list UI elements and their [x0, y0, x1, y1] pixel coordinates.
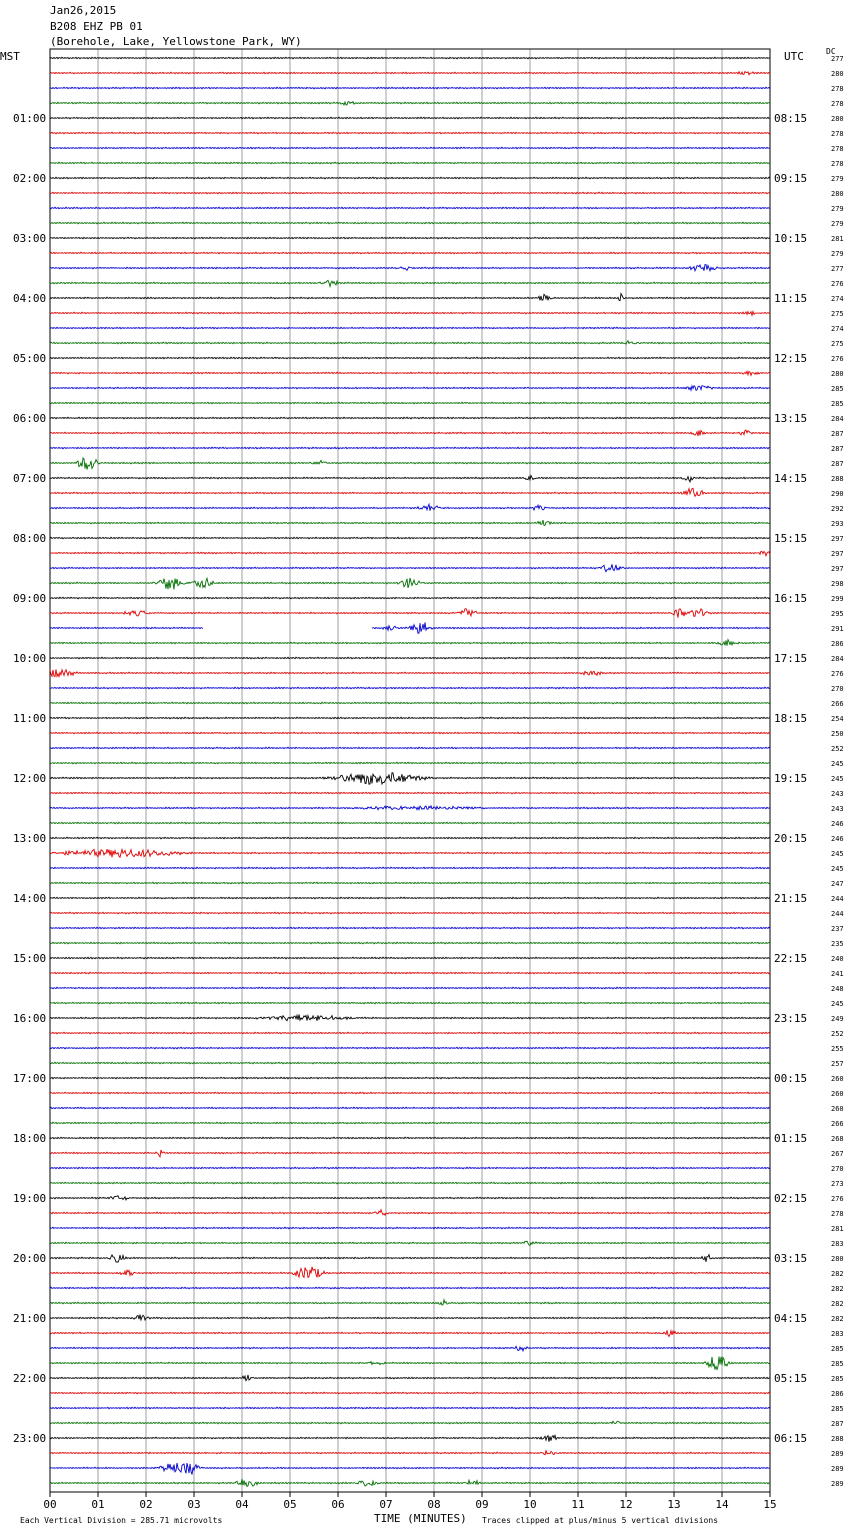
- mst-hour-label: 06:00: [13, 412, 47, 425]
- x-tick-label: 09: [475, 1498, 489, 1511]
- trace-row-48: [50, 773, 770, 784]
- trace-row-14: [50, 265, 770, 271]
- dc-offset-value: 243: [831, 805, 844, 813]
- mst-hour-label: 15:00: [13, 952, 47, 965]
- dc-offset-value: 287: [831, 1420, 844, 1428]
- utc-hour-label: 20:15: [774, 832, 808, 845]
- trace-row-78: [50, 1227, 770, 1229]
- dc-offset-value: 246: [831, 820, 844, 828]
- dc-offset-value: 245: [831, 775, 844, 783]
- utc-hour-label: 00:15: [774, 1072, 808, 1085]
- dc-offset-value: 245: [831, 865, 844, 873]
- x-tick-label: 12: [619, 1498, 633, 1511]
- x-tick-label: 14: [715, 1498, 729, 1511]
- dc-offset-value: 285: [831, 1360, 844, 1368]
- trace-row-3: [50, 102, 770, 105]
- dc-offset-value: 257: [831, 1060, 844, 1068]
- trace-row-82: [50, 1287, 770, 1289]
- trace-row-22: [50, 386, 770, 391]
- trace-row-63: [50, 1002, 770, 1004]
- dc-offset-value: 278: [831, 145, 844, 153]
- mst-hour-label: 19:00: [13, 1192, 47, 1205]
- trace-row-53: [50, 849, 770, 857]
- dc-offset-value: 279: [831, 220, 844, 228]
- trace-row-73: [50, 1150, 770, 1157]
- mst-hour-label: 22:00: [13, 1372, 47, 1385]
- plot-date: Jan26,2015: [50, 4, 117, 17]
- trace-row-19: [50, 341, 770, 344]
- dc-offset-labels: [831, 55, 844, 1488]
- dc-offset-value: 299: [831, 595, 844, 603]
- trace-row-87: [50, 1357, 770, 1370]
- station-id: B208 EHZ PB 01: [50, 20, 143, 33]
- mst-hour-label: 05:00: [13, 352, 47, 365]
- dc-offset-value: 276: [831, 1195, 844, 1203]
- dc-offset-value: 248: [831, 985, 844, 993]
- dc-offset-value: 283: [831, 1330, 844, 1338]
- trace-row-76: [50, 1196, 770, 1200]
- dc-offset-value: 280: [831, 370, 844, 378]
- dc-offset-value: 277: [831, 265, 844, 273]
- trace-row-23: [50, 402, 770, 404]
- dc-offset-value: 275: [831, 340, 844, 348]
- dc-offset-value: 298: [831, 580, 844, 588]
- trace-row-21: [50, 371, 770, 375]
- dc-offset-value: 278: [831, 130, 844, 138]
- dc-offset-value: 293: [831, 520, 844, 528]
- trace-row-88: [50, 1375, 770, 1381]
- mst-hour-label: 08:00: [13, 532, 47, 545]
- trace-row-84: [50, 1315, 770, 1320]
- dc-offset-value: 285: [831, 1405, 844, 1413]
- dc-offset-value: 237: [831, 925, 844, 933]
- dc-offset-value: 276: [831, 355, 844, 363]
- trace-row-8: [50, 177, 770, 179]
- dc-offset-value: 274: [831, 325, 844, 333]
- trace-row-37: [50, 609, 770, 618]
- mst-hour-label: 20:00: [13, 1252, 47, 1265]
- dc-offset-value: 284: [831, 415, 844, 423]
- trace-row-2: [50, 87, 770, 89]
- trace-row-13: [50, 252, 770, 254]
- dc-offset-value: 297: [831, 565, 844, 573]
- dc-offset-value: 260: [831, 1105, 844, 1113]
- trace-row-11: [50, 222, 770, 224]
- trace-row-62: [50, 987, 770, 989]
- utc-hour-label: 04:15: [774, 1312, 808, 1325]
- right-timezone-label: UTC: [784, 50, 804, 63]
- dc-offset-value: 279: [831, 205, 844, 213]
- trace-row-36: [50, 597, 770, 599]
- trace-row-79: [50, 1241, 770, 1245]
- mst-hour-label: 09:00: [13, 592, 47, 605]
- x-tick-label: 15: [763, 1498, 777, 1511]
- dc-offset-value: 280: [831, 115, 844, 123]
- trace-row-80: [50, 1255, 770, 1262]
- dc-offset-value: 260: [831, 1075, 844, 1083]
- trace-row-57: [50, 912, 770, 914]
- trace-row-95: [50, 1479, 770, 1487]
- dc-offset-value: 244: [831, 910, 844, 918]
- trace-row-54: [50, 867, 770, 869]
- utc-hour-label: 02:15: [774, 1192, 808, 1205]
- dc-offset-value: 266: [831, 700, 844, 708]
- utc-hour-label: 11:15: [774, 292, 808, 305]
- trace-row-69: [50, 1092, 770, 1094]
- trace-row-47: [50, 762, 770, 764]
- trace-row-32: [50, 537, 770, 539]
- trace-row-29: [50, 488, 770, 496]
- dc-offset-value: 244: [831, 895, 844, 903]
- trace-row-9: [50, 192, 770, 194]
- dc-offset-value: 240: [831, 955, 844, 963]
- dc-offset-value: 249: [831, 1015, 844, 1023]
- trace-row-71: [50, 1122, 770, 1124]
- utc-hour-label: 03:15: [774, 1252, 808, 1265]
- trace-row-44: [50, 717, 770, 719]
- trace-row-17: [50, 311, 770, 315]
- dc-offset-value: 277: [831, 55, 844, 63]
- dc-offset-value: 267: [831, 1150, 844, 1158]
- trace-row-25: [50, 430, 770, 436]
- dc-offset-value: 278: [831, 100, 844, 108]
- dc-offset-value: 286: [831, 640, 844, 648]
- trace-row-15: [50, 280, 770, 286]
- dc-offset-value: 243: [831, 790, 844, 798]
- plot-frame: [50, 49, 770, 1492]
- dc-offset-value: 281: [831, 1225, 844, 1233]
- dc-offset-value: 291: [831, 625, 844, 633]
- trace-row-10: [50, 207, 770, 209]
- trace-row-39: [50, 640, 770, 646]
- mst-hour-label: 13:00: [13, 832, 47, 845]
- trace-row-20: [50, 357, 770, 359]
- trace-row-34: [50, 564, 770, 571]
- trace-row-38: [50, 622, 770, 633]
- trace-row-70: [50, 1107, 770, 1109]
- x-tick-label: 13: [667, 1498, 681, 1511]
- trace-row-33: [50, 551, 770, 555]
- dc-offset-value: 250: [831, 730, 844, 738]
- mst-hour-label: 16:00: [13, 1012, 47, 1025]
- dc-offset-value: 280: [831, 1255, 844, 1263]
- dc-offset-value: 278: [831, 160, 844, 168]
- utc-hour-label: 05:15: [774, 1372, 808, 1385]
- trace-row-74: [50, 1167, 770, 1169]
- trace-row-77: [50, 1210, 770, 1215]
- trace-row-27: [50, 458, 770, 470]
- trace-row-59: [50, 942, 770, 944]
- trace-row-24: [50, 417, 770, 419]
- x-axis-label: TIME (MINUTES): [374, 1512, 467, 1525]
- mst-hour-label: 01:00: [13, 112, 47, 125]
- dc-offset-value: 255: [831, 1045, 844, 1053]
- utc-hour-label: 13:15: [774, 412, 808, 425]
- trace-row-93: [50, 1450, 770, 1455]
- trace-row-1: [50, 72, 770, 75]
- dc-offset-value: 284: [831, 655, 844, 663]
- dc-offset-value: 295: [831, 610, 844, 618]
- utc-hour-label: 17:15: [774, 652, 808, 665]
- trace-row-18: [50, 327, 770, 329]
- x-tick-label: 10: [523, 1498, 537, 1511]
- dc-offset-value: 266: [831, 1120, 844, 1128]
- trace-row-56: [50, 897, 770, 899]
- trace-row-72: [50, 1137, 770, 1139]
- trace-row-46: [50, 747, 770, 749]
- dc-offset-value: 245: [831, 1000, 844, 1008]
- trace-row-66: [50, 1047, 770, 1049]
- dc-offset-value: 276: [831, 670, 844, 678]
- trace-row-52: [50, 837, 770, 839]
- dc-offset-value: 252: [831, 745, 844, 753]
- dc-offset-value: 252: [831, 1030, 844, 1038]
- dc-offset-value: 292: [831, 505, 844, 513]
- dc-offset-value: 270: [831, 1165, 844, 1173]
- trace-row-12: [50, 237, 770, 239]
- trace-row-6: [50, 147, 770, 149]
- dc-offset-value: 288: [831, 1435, 844, 1443]
- dc-offset-value: 290: [831, 490, 844, 498]
- dc-offset-value: 246: [831, 835, 844, 843]
- trace-row-55: [50, 882, 770, 884]
- left-timezone-label: MST: [0, 50, 20, 63]
- station-location: (Borehole, Lake, Yellowstone Park, WY): [50, 35, 302, 48]
- trace-row-50: [50, 806, 770, 810]
- dc-offset-header: DC: [826, 47, 836, 56]
- dc-offset-value: 286: [831, 1390, 844, 1398]
- dc-offset-value: 270: [831, 685, 844, 693]
- dc-offset-value: 268: [831, 1135, 844, 1143]
- dc-offset-value: 275: [831, 310, 844, 318]
- dc-offset-value: 281: [831, 235, 844, 243]
- seismic-traces: [50, 57, 770, 1486]
- trace-row-40: [50, 657, 770, 659]
- dc-offset-value: 278: [831, 1210, 844, 1218]
- x-tick-label: 04: [235, 1498, 249, 1511]
- dc-offset-value: 245: [831, 850, 844, 858]
- x-tick-label: 08: [427, 1498, 441, 1511]
- utc-hour-label: 16:15: [774, 592, 808, 605]
- utc-hour-label: 06:15: [774, 1432, 808, 1445]
- dc-offset-value: 245: [831, 760, 844, 768]
- dc-offset-value: 282: [831, 1300, 844, 1308]
- utc-hour-label: 21:15: [774, 892, 808, 905]
- mst-hour-label: 10:00: [13, 652, 47, 665]
- trace-row-75: [50, 1182, 770, 1184]
- trace-row-5: [50, 132, 770, 134]
- dc-offset-value: 273: [831, 1180, 844, 1188]
- clipping-note: Traces clipped at plus/minus 5 vertical divisions: [482, 1516, 719, 1525]
- mst-hour-label: 18:00: [13, 1132, 47, 1145]
- x-tick-label: 05: [283, 1498, 297, 1511]
- utc-hour-label: 08:15: [774, 112, 808, 125]
- utc-hour-label: 01:15: [774, 1132, 808, 1145]
- trace-row-85: [50, 1330, 770, 1336]
- dc-offset-value: 276: [831, 280, 844, 288]
- trace-row-35: [50, 578, 770, 589]
- mst-hour-label: 04:00: [13, 292, 47, 305]
- dc-offset-value: 287: [831, 445, 844, 453]
- dc-offset-value: 282: [831, 1270, 844, 1278]
- trace-row-51: [50, 822, 770, 824]
- trace-row-31: [50, 520, 770, 525]
- x-axis-ticks: [43, 1492, 776, 1511]
- dc-offset-value: 297: [831, 535, 844, 543]
- trace-row-94: [50, 1463, 770, 1475]
- dc-offset-value: 254: [831, 715, 844, 723]
- dc-offset-value: 274: [831, 295, 844, 303]
- trace-row-58: [50, 927, 770, 929]
- trace-row-91: [50, 1421, 770, 1424]
- dc-offset-value: 247: [831, 880, 844, 888]
- mst-hour-label: 03:00: [13, 232, 47, 245]
- trace-row-0: [50, 57, 770, 59]
- utc-hour-label: 23:15: [774, 1012, 808, 1025]
- trace-row-83: [50, 1300, 770, 1305]
- dc-offset-value: 235: [831, 940, 844, 948]
- mst-hour-label: 12:00: [13, 772, 47, 785]
- dc-offset-value: 285: [831, 400, 844, 408]
- mst-hour-label: 02:00: [13, 172, 47, 185]
- dc-offset-value: 282: [831, 1285, 844, 1293]
- dc-offset-value: 288: [831, 475, 844, 483]
- dc-offset-value: 289: [831, 1465, 844, 1473]
- dc-offset-value: 285: [831, 1375, 844, 1383]
- dc-offset-value: 289: [831, 1480, 844, 1488]
- utc-hour-label: 19:15: [774, 772, 808, 785]
- trace-row-64: [50, 1014, 770, 1020]
- utc-hour-label: 14:15: [774, 472, 808, 485]
- dc-offset-value: 280: [831, 190, 844, 198]
- trace-row-28: [50, 476, 770, 482]
- trace-row-92: [50, 1435, 770, 1441]
- trace-row-89: [50, 1392, 770, 1394]
- trace-row-4: [50, 117, 770, 119]
- dc-offset-value: 260: [831, 1090, 844, 1098]
- dc-offset-value: 283: [831, 1240, 844, 1248]
- dc-offset-value: 285: [831, 385, 844, 393]
- mst-hour-label: 23:00: [13, 1432, 47, 1445]
- scale-note: Each Vertical Division = 285.71 microvolts: [20, 1516, 223, 1525]
- dc-offset-value: 241: [831, 970, 844, 978]
- utc-hour-label: 22:15: [774, 952, 808, 965]
- mst-hour-label: 11:00: [13, 712, 47, 725]
- trace-row-81: [50, 1267, 770, 1278]
- x-tick-label: 01: [91, 1498, 105, 1511]
- trace-row-68: [50, 1077, 770, 1079]
- x-tick-label: 11: [571, 1498, 585, 1511]
- utc-hour-label: 12:15: [774, 352, 808, 365]
- minute-gridlines: [50, 49, 770, 1492]
- mst-hour-label: 21:00: [13, 1312, 47, 1325]
- trace-row-65: [50, 1032, 770, 1034]
- utc-hour-label: 18:15: [774, 712, 808, 725]
- dc-offset-value: 279: [831, 250, 844, 258]
- utc-hour-label: 15:15: [774, 532, 808, 545]
- dc-offset-value: 289: [831, 1450, 844, 1458]
- trace-row-30: [50, 504, 770, 510]
- trace-row-42: [50, 687, 770, 689]
- mst-hour-label: 14:00: [13, 892, 47, 905]
- utc-hour-label: 09:15: [774, 172, 808, 185]
- dc-offset-value: 285: [831, 1345, 844, 1353]
- trace-row-41: [50, 669, 770, 676]
- trace-row-60: [50, 957, 770, 959]
- dc-offset-value: 287: [831, 430, 844, 438]
- trace-row-86: [50, 1346, 770, 1351]
- trace-row-90: [50, 1407, 770, 1409]
- dc-offset-value: 297: [831, 550, 844, 558]
- x-tick-label: 06: [331, 1498, 345, 1511]
- mst-hour-label: 07:00: [13, 472, 47, 485]
- trace-row-26: [50, 447, 770, 449]
- dc-offset-value: 287: [831, 460, 844, 468]
- dc-offset-value: 280: [831, 70, 844, 78]
- trace-row-43: [50, 702, 770, 704]
- mst-hour-label: 17:00: [13, 1072, 47, 1085]
- trace-row-49: [50, 792, 770, 794]
- dc-offset-value: 282: [831, 1315, 844, 1323]
- x-tick-label: 07: [379, 1498, 393, 1511]
- trace-row-16: [50, 294, 770, 301]
- x-tick-label: 03: [187, 1498, 201, 1511]
- x-tick-label: 00: [43, 1498, 57, 1511]
- dc-offset-value: 278: [831, 85, 844, 93]
- trace-row-45: [50, 732, 770, 734]
- dc-offset-value: 279: [831, 175, 844, 183]
- trace-row-67: [50, 1062, 770, 1064]
- trace-row-61: [50, 972, 770, 974]
- utc-hour-label: 10:15: [774, 232, 808, 245]
- trace-row-7: [50, 162, 770, 164]
- x-tick-label: 02: [139, 1498, 153, 1511]
